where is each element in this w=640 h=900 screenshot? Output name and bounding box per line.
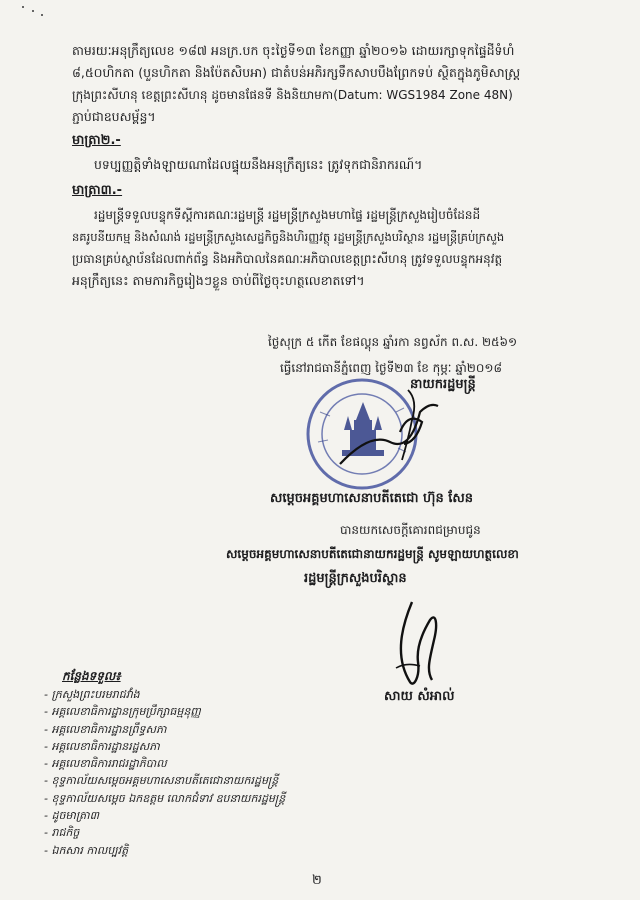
forward-line-3: រដ្ឋមន្ត្រីក្រសួងបរិស្ថាន — [304, 571, 407, 586]
cc-item: - ឯកសារ កាលប្បវត្តិ — [44, 843, 129, 857]
article-3-line-3: ប្រធានគ្រប់ស្ថាប័នដែលពាក់ព័ន្ធ និងអភិបាលនៃគណៈអភិបាលខេត្តព្រះសីហនុ ត្រូវទទួលបន្ទុកអនុវត្ត — [72, 252, 503, 266]
seal-title: នាយករដ្ឋមន្ត្រី — [410, 377, 476, 392]
cc-item: - អគ្គលេខាធិការដ្ឋានរដ្ឋសភា — [44, 739, 160, 753]
paragraph-1-line-1: តាមរយៈអនុក្រឹត្យលេខ ១៨៧ អនក្រ.បក ចុះថ្ងៃទី១៣ ខែកញ្ញា ឆ្នាំ២០១៦ ដោយរក្សាទុកផ្ទៃដីទំហំ — [72, 43, 515, 58]
article-3-line-1: រដ្ឋមន្ត្រីទទួលបន្ទុកទីស្តីការគណៈរដ្ឋមន្ត្រី រដ្ឋមន្ត្រីក្រសួងមហាផ្ទៃ រដ្ឋមន្ត្រីក្រសួងរៀបចំដែនដី — [94, 208, 481, 222]
cc-item: - អគ្គលេខាធិការរាជរដ្ឋាភិបាល — [44, 757, 167, 771]
scan-speck — [22, 6, 24, 8]
cc-list — [44, 686, 285, 859]
signatory-prime-minister: សម្តេចអគ្គមហាសេនាបតីតេជោ ហ៊ុន សែន — [270, 491, 473, 506]
forward-line-1: បានយកសេចក្តីគោរពជម្រាបជូន — [340, 523, 481, 537]
paragraph-1-line-4: ភ្ជាប់ជាឧបសម្ព័ន្ធ។ — [72, 109, 156, 124]
cc-item: - ខុទ្ទកាល័យសម្តេចអគ្គមហាសេនាបតីតេជោនាយករដ្ឋមន្ត្រី — [44, 774, 279, 788]
date-lunar: ថ្ងៃសុក្រ ៥ កើត ខែផល្គុន ឆ្នាំរកា នព្វស័ក ព.ស. ២៥៦១ — [268, 335, 518, 349]
signatory-environment-minister: សាយ សំអាល់ — [384, 689, 455, 704]
cc-item: - រាជកិច្ច — [44, 826, 80, 840]
cc-item: - អគ្គលេខាធិការដ្ឋានក្រុមប្រឹក្សាធម្មនុញ្ញ — [44, 705, 201, 719]
article-2-heading: មាត្រា២.- — [72, 133, 121, 148]
scan-speck — [32, 10, 34, 12]
paragraph-1-line-3: ក្រុងព្រះសីហនុ ខេត្តព្រះសីហនុ ដូចមានផែនទី និងនិយាមកា(Datum: WGS1984 Zone 48N) — [72, 88, 513, 102]
scan-speck — [41, 14, 43, 16]
cc-list-title: កន្លែងទទួល៖ — [62, 669, 121, 683]
article-3-line-4: អនុក្រឹត្យនេះ តាមភារកិច្ចរៀងៗខ្លួន ចាប់ពីថ្ងៃចុះហត្ថលេខាតទៅ។ — [72, 273, 365, 288]
cc-item: - ខុទ្ទកាល័យសម្តេច ឯកឧត្តម លោកជំទាវ ឧបនាយករដ្ឋមន្ត្រី — [44, 791, 286, 805]
cc-item: - ដូចមាត្រា៣ — [44, 809, 100, 823]
article-3-heading: មាត្រា៣.- — [72, 183, 123, 198]
page-number: ២ — [312, 873, 322, 888]
handwritten-signature — [384, 596, 464, 692]
cc-item: - ក្រសួងព្រះបរមរាជវាំង — [44, 688, 140, 701]
article-3-line-2: នគរូបនីយកម្ម និងសំណង់ រដ្ឋមន្ត្រីក្រសួងសេដ្ឋកិច្ចនិងហិរញ្ញវត្ថុ រដ្ឋមន្ត្រីក្រសួងបរិស្ថាន រដ្ឋមន្ត្រីគ្រប់ក្រសួង — [72, 230, 505, 244]
forward-line-2: សម្តេចអគ្គមហាសេនាបតីតេជោនាយករដ្ឋមន្ត្រី សូមឡាយហត្ថលេខា — [226, 547, 519, 561]
date-solar: ធ្វើនៅរាជធានីភ្នំពេញ ថ្ងៃទី២៣ ខែ កុម្ភៈ ឆ្នាំ២០១៨ — [280, 361, 502, 375]
cc-item: - អគ្គលេខាធិការដ្ឋានព្រឹទ្ធសភា — [44, 722, 167, 736]
paragraph-1-line-2: ៨,៥០ហិកតា (បួនហិកតា និងប៉ែតសិបអា) ជាតំបន់អភិរក្សទឹកសាបបឹងព្រែកទប់ ស្ថិតក្នុងភូមិសាស្ត្រ — [72, 65, 521, 80]
article-2-text: បទប្បញ្ញត្តិទាំងឡាយណាដែលផ្ទុយនឹងអនុក្រឹត្យនេះ ត្រូវទុកជានិរាករណ៍។ — [94, 157, 423, 172]
